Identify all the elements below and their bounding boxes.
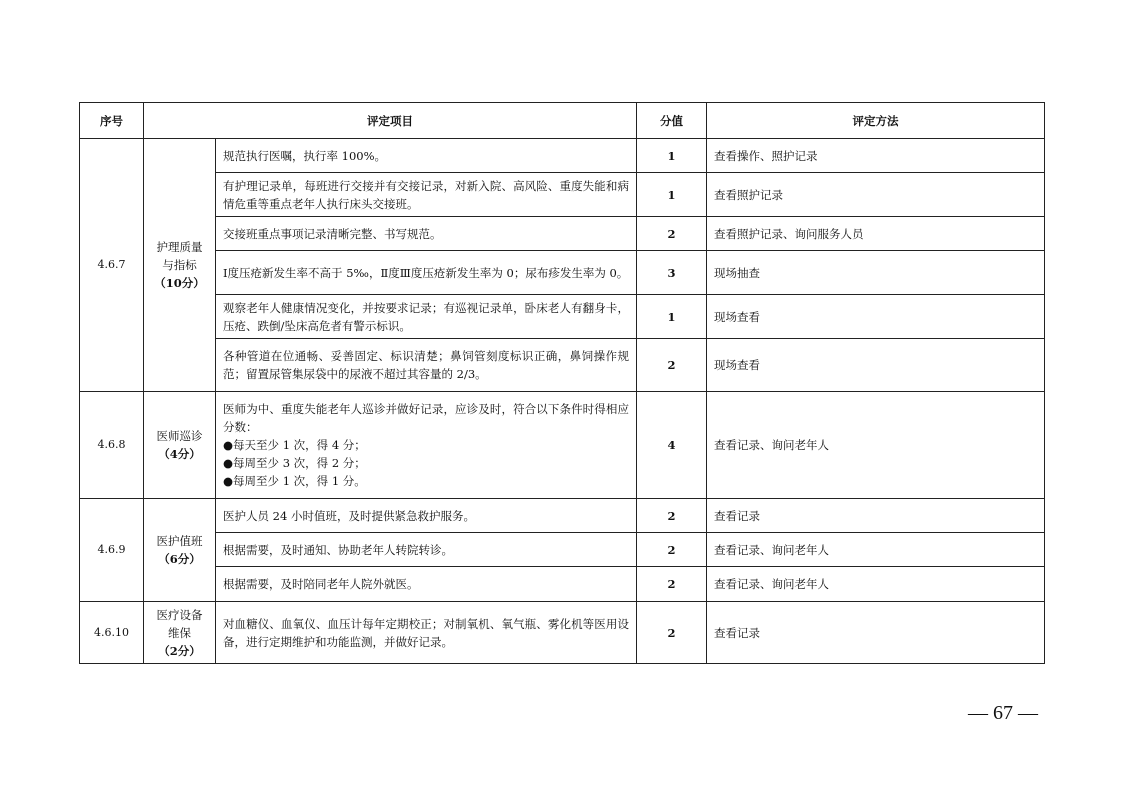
criterion-text: ●每周至少 1 次，得 1 分。 [223, 474, 366, 488]
table-row [80, 173, 1045, 217]
category-cell [144, 602, 216, 664]
category-points: （10分） [154, 276, 205, 290]
method-cell: 现场查看 [707, 295, 1045, 339]
method-cell: 查看记录、询问老年人 [707, 567, 1045, 602]
method-cell: 现场抽查 [707, 251, 1045, 295]
category-cell [144, 139, 216, 392]
table-row [80, 139, 1045, 173]
method-cell: 查看记录 [707, 602, 1045, 664]
method-cell: 查看记录、询问老年人 [707, 392, 1045, 499]
criterion-cell [216, 173, 637, 217]
criterion-text: 对血糖仪、血氧仪、血压计每年定期校正；对制氧机、氧气瓶、雾化机等医用设备，进行定期维护和功能监测，并做好记录。 [223, 616, 629, 649]
header-score: 分值 [637, 103, 707, 139]
score-cell: 2 [637, 217, 707, 251]
table-row [80, 339, 1045, 392]
criterion-text: 根据需要，及时通知、协助老年人转院转诊。 [223, 542, 453, 557]
table-row [80, 499, 1045, 533]
criterion-text: 交接班重点事项记录清晰完整、书写规范。 [223, 226, 442, 241]
section-number: 4.6.9 [80, 499, 144, 602]
criterion-cell [216, 139, 637, 173]
section-number: 4.6.7 [80, 139, 144, 392]
criterion-cell [216, 392, 637, 499]
score-cell: 4 [637, 392, 707, 499]
method-cell: 现场查看 [707, 339, 1045, 392]
criterion-text: 医护人员 24 小时值班，及时提供紧急救护服务。 [223, 508, 475, 523]
criterion-cell [216, 533, 637, 567]
criterion-text: 有护理记录单，每班进行交接并有交接记录，对新入院、高风险、重度失能和病情危重等重点老年人执行床头交接班。 [223, 178, 629, 211]
criterion-cell [216, 567, 637, 602]
table-body [80, 139, 1045, 664]
criterion-text: 医师为中、重度失能老年人巡诊并做好记录，应诊及时，符合以下条件时得相应分数： [223, 402, 629, 434]
category-points: （6分） [158, 552, 201, 566]
score-cell: 3 [637, 251, 707, 295]
criterion-cell [216, 251, 637, 295]
score-cell: 1 [637, 295, 707, 339]
criterion-cell [216, 295, 637, 339]
method-cell: 查看记录 [707, 499, 1045, 533]
score-cell: 2 [637, 339, 707, 392]
category-name: 医疗设备维保 [156, 607, 203, 640]
score-cell: 2 [637, 602, 707, 664]
category-cell [144, 392, 216, 499]
score-cell: 1 [637, 173, 707, 217]
category-name: 护理质量与指标 [156, 240, 203, 272]
method-cell: 查看操作、照护记录 [707, 139, 1045, 173]
criterion-cell [216, 217, 637, 251]
criterion-text: 根据需要，及时陪同老年人院外就医。 [223, 577, 419, 591]
score-cell: 2 [637, 567, 707, 602]
table-row [80, 251, 1045, 295]
criterion-text: 观察老年人健康情况变化，并按要求记录；有巡视记录单，卧床老人有翻身卡，压疮、跌倒/坠床高危者有警示标识。 [223, 300, 629, 333]
evaluation-table [79, 102, 1045, 664]
header-row [80, 103, 1045, 139]
section-number: 4.6.8 [80, 392, 144, 499]
criterion-text: 规范执行医嘱，执行率 100%。 [223, 148, 387, 163]
criterion-text: ●每天至少 1 次，得 4 分； [223, 438, 366, 452]
criterion-cell [216, 499, 637, 533]
category-name: 医护值班 [156, 534, 203, 548]
header-method: 评定方法 [707, 103, 1045, 139]
section-number: 4.6.10 [80, 602, 144, 664]
criterion-text: Ⅰ度压疮新发生率不高于 5‰，Ⅱ度Ⅲ度压疮新发生率为 0；尿布疹发生率为 0。 [223, 265, 629, 280]
category-name: 医师巡诊 [156, 429, 203, 443]
header-index: 序号 [80, 103, 144, 139]
score-cell: 2 [637, 499, 707, 533]
method-cell: 查看照护记录 [707, 173, 1045, 217]
score-cell: 1 [637, 139, 707, 173]
table-row [80, 217, 1045, 251]
criterion-text: 各种管道在位通畅、妥善固定、标识清楚；鼻饲管刻度标识正确，鼻饲操作规范；留置尿管集尿袋中的尿液不超过其容量的 2/3。 [223, 349, 629, 381]
category-points: （4分） [158, 447, 201, 461]
criterion-cell [216, 602, 637, 664]
header-item: 评定项目 [144, 103, 637, 139]
score-cell: 2 [637, 533, 707, 567]
method-cell: 查看记录、询问老年人 [707, 533, 1045, 567]
criterion-cell [216, 339, 637, 392]
table-row [80, 392, 1045, 499]
table-row [80, 533, 1045, 567]
category-points: （2分） [158, 643, 201, 658]
criterion-text: ●每周至少 3 次，得 2 分； [223, 456, 366, 470]
table-row [80, 567, 1045, 602]
table-row [80, 602, 1045, 664]
table-row [80, 295, 1045, 339]
method-cell: 查看照护记录、询问服务人员 [707, 217, 1045, 251]
category-cell [144, 499, 216, 602]
page-number: — 67 — [968, 702, 1038, 724]
